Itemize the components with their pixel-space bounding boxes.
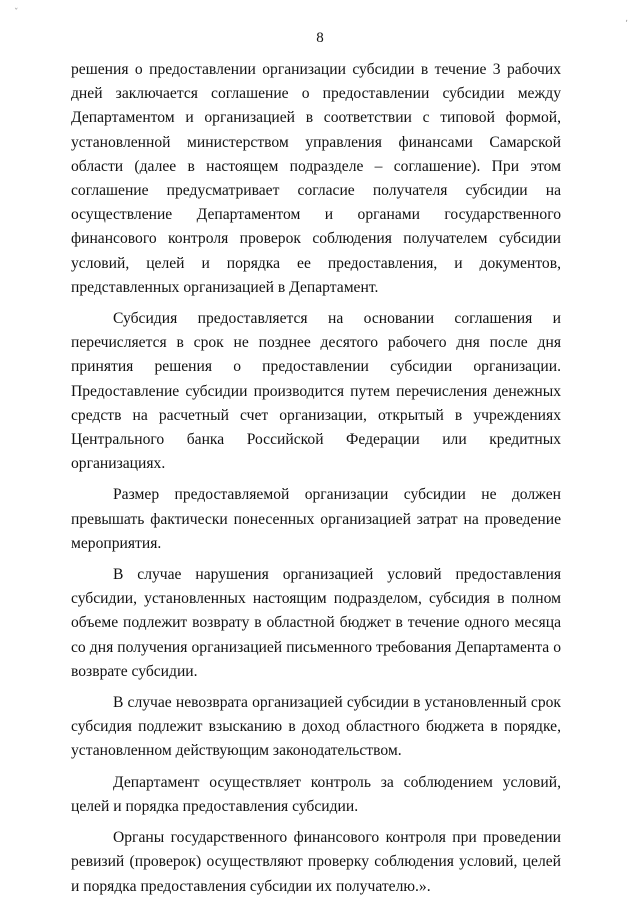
paragraph-financial-audit: Органы государственного финансового контроля при проведении ревизий (проверок) осуществляют проверку соблюдения условий, целей и порядка предоставления субсидии их получателю.».: [71, 829, 561, 895]
document-body: [71, 58, 561, 899]
paragraph-non-return: В случае невозврата организацией субсидии в установленный срок субсидия подлежит взысканию в доход областного бюджета в порядке, установленном действующим законодательством.: [71, 694, 561, 760]
paragraph-subsidy-amount: Размер предоставляемой организации субсидии не должен превышать фактически понесенных организацией затрат на проведение мероприятия.: [71, 486, 561, 552]
paragraph-department-control: Департамент осуществляет контроль за соблюдением условий, целей и порядка предоставления субсидии.: [71, 773, 561, 815]
scan-mark: ˇ: [14, 8, 19, 18]
page-number: 8: [316, 30, 324, 46]
paragraph-subsidy-transfer: Субсидия предоставляется на основании соглашения и перечисляется в срок не позднее десятого рабочего дня после дня принятия решения о предоставлении субсидии организации. Предоставление субсидии производится путем перечисления денежных средств на расчетный счет организации, открытый в учреждениях Центрального банка Российской Федерации или кредитных организациях.: [71, 310, 561, 473]
paragraph-violation-refund: В случае нарушения организацией условий предоставления субсидии, установленных настоящим подразделом, субсидия в полном объеме подлежит возврату в областной бюджет в течение одного месяца со дня получения организацией письменного требования Департамента о возврате субсидии.: [71, 566, 561, 680]
paragraph-continuation: решения о предоставлении организации субсидии в течение 3 рабочих дней заключается соглашение о предоставлении субсидии между Департаментом и организацией в соответствии с типовой формой, установленной министерством управления финансами Самарской области (далее в настоящем подразделе – соглашение). При этом соглашение предусматривает согласие получателя субсидии на осуществление Департаментом и органами государственного финансового контроля проверок соблюдения получателем субсидии условий, целей и порядка ее предоставления, и документов, представленных организацией в Департамент.: [71, 61, 561, 296]
scan-mark: ‚: [625, 14, 628, 24]
